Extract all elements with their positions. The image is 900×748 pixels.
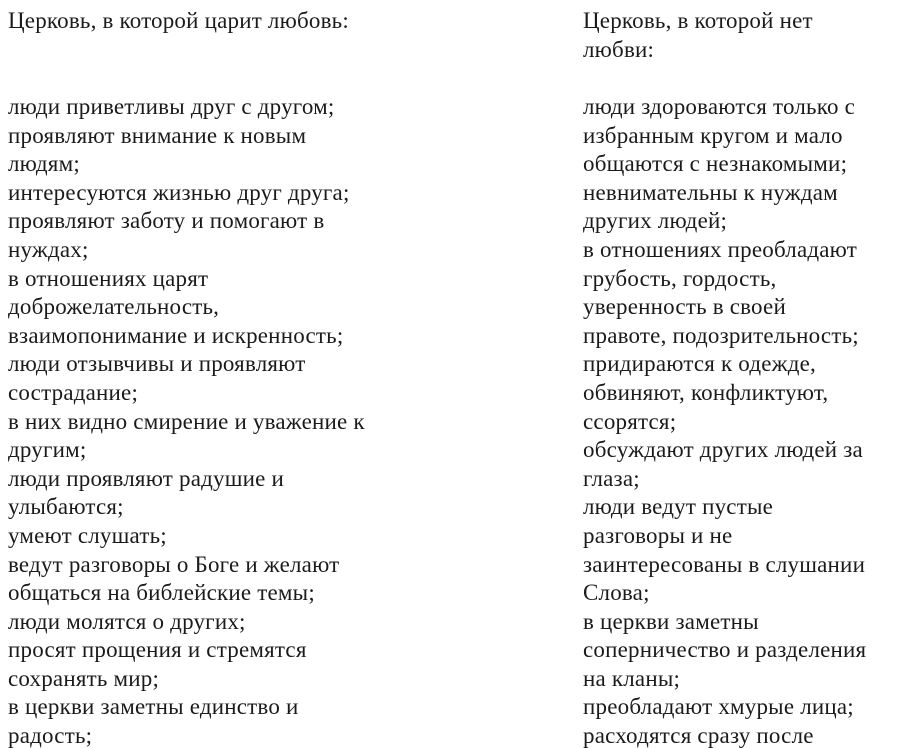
column-church-with-love-header <box>8 7 478 93</box>
text-line: доброжелательность, <box>8 294 220 320</box>
text-line: улыбаются; <box>8 494 124 520</box>
text-line: заинтересованы в слушании <box>583 551 866 577</box>
text-line: люди молятся о других; <box>8 608 246 634</box>
text-line: обвиняют, конфликтуют, <box>583 379 829 405</box>
text-line: расходятся сразу после <box>583 723 814 748</box>
text-line: придираются к одежде, <box>583 351 817 377</box>
text-line: общаются с незнакомыми; <box>583 151 848 177</box>
column-church-without-love <box>583 7 900 748</box>
text-line: сохранять мир; <box>8 665 160 691</box>
text-line: Церковь, в которой нет <box>583 8 813 33</box>
column-church-with-love <box>8 7 478 748</box>
text-line: преобладают хмурые лица; <box>583 694 854 720</box>
text-line: других людей; <box>583 208 728 234</box>
text-line: обсуждают других людей за <box>583 437 863 463</box>
text-line: сострадание; <box>8 379 139 405</box>
text-line: уверенность в своей <box>583 294 786 320</box>
text-line: в церкви заметны <box>583 608 759 634</box>
column-church-with-love-body <box>8 93 478 748</box>
text-line: взаимопонимание и искренность; <box>8 322 344 348</box>
text-line: ведут разговоры о Боге и желают <box>8 551 340 577</box>
text-line: ссорятся; <box>583 408 677 434</box>
text-line: просят прощения и стремятся <box>8 637 307 663</box>
text-line: Церковь, в которой царит любовь: <box>8 8 349 33</box>
text-line: радость; <box>8 723 93 748</box>
text-line: люди отзывчивы и проявляют <box>8 351 306 377</box>
text-line: проявляют заботу и помогают в <box>8 208 325 234</box>
text-line: проявляют внимание к новым <box>8 122 307 148</box>
text-line: разговоры и не <box>583 522 733 548</box>
text-line: избранным кругом и мало <box>583 122 843 148</box>
text-line: в отношениях преобладают <box>583 236 858 262</box>
text-line: люди проявляют радушие и <box>8 465 284 491</box>
text-line: людям; <box>8 151 80 177</box>
text-line: умеют слушать; <box>8 522 167 548</box>
text-line: в отношениях царят <box>8 265 209 291</box>
text-line: общаться на библейские темы; <box>8 580 315 606</box>
text-line: правоте, подозрительность; <box>583 322 859 348</box>
text-line: люди ведут пустые <box>583 494 774 520</box>
text-line: в церкви заметны единство и <box>8 694 299 720</box>
text-line: грубость, гордость, <box>583 265 777 291</box>
text-line: Слова; <box>583 580 650 606</box>
text-line: на кланы; <box>583 665 681 691</box>
text-line: люди приветливы друг с другом; <box>8 94 335 119</box>
text-line: интересуются жизнью друг друга; <box>8 179 350 205</box>
text-line: соперничество и разделения <box>583 637 867 663</box>
text-line: люди здороваются только с <box>583 94 856 119</box>
text-line: любви: <box>583 36 655 62</box>
column-church-without-love-body <box>583 93 900 748</box>
text-line: невнимательны к нуждам <box>583 179 838 205</box>
text-line: нуждах; <box>8 236 89 262</box>
text-line: глаза; <box>583 465 640 491</box>
text-line: другим; <box>8 437 87 463</box>
column-church-without-love-header <box>583 7 900 93</box>
text-line: в них видно смирение и уважение к <box>8 408 365 434</box>
